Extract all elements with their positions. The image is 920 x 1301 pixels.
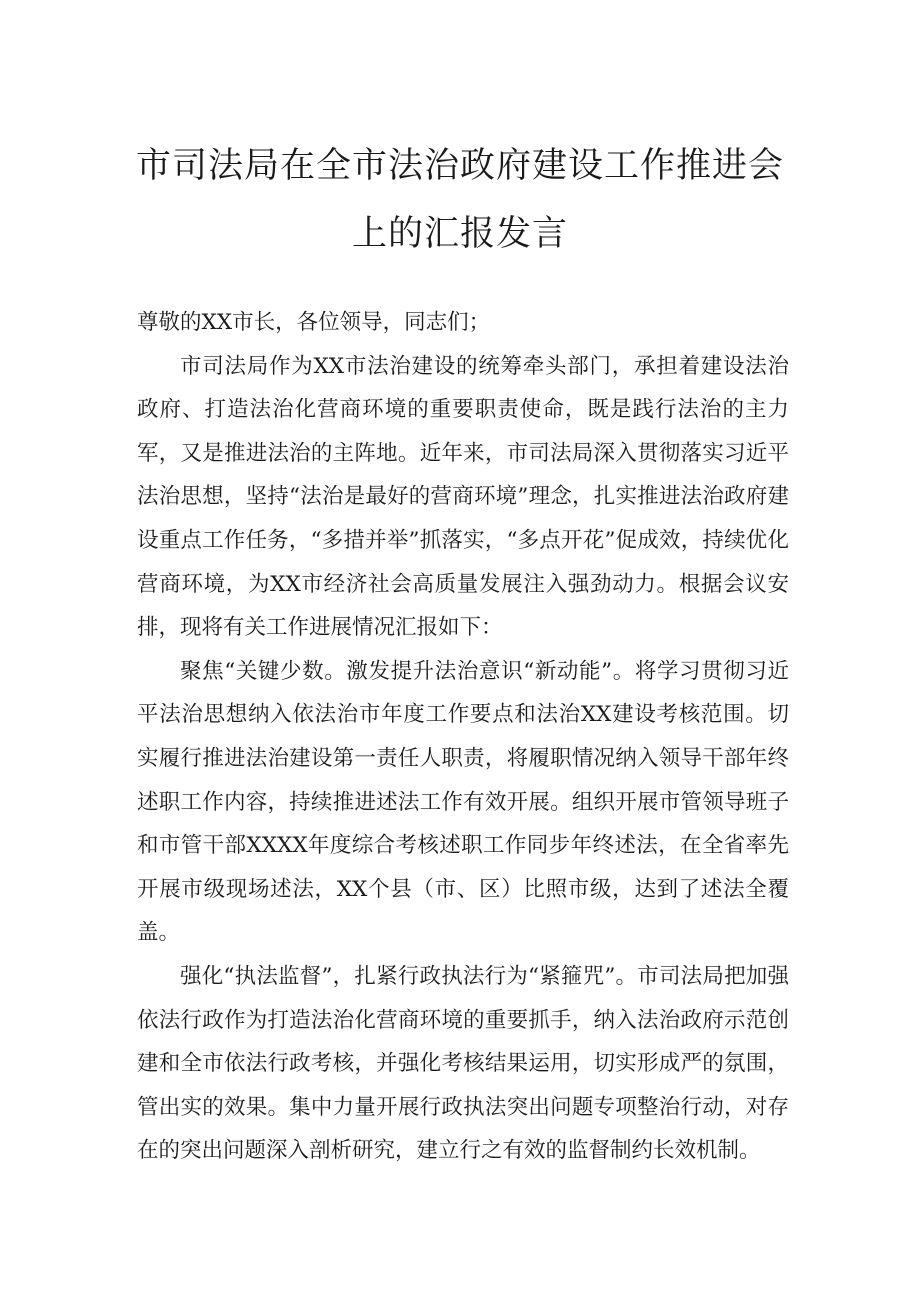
document-title-line-1: 市司法局在全市法治政府建设工作推进会 <box>135 146 784 186</box>
paragraph-law-enforcement-supervision: 强化“执法监督”，扎紧行政执法行为“紧箍咒”。市司法局把加强依法行政作为打造法治化营商环境的重要抓手，纳入法治政府示范创建和全市依法行政考核，并强化考核结果运用，切实形成严的氛围，管出实的效果。集中力量开展行政执法突出问题专项整治行动，对存在的突出问题深入剖析研究，建立行之有效的监督制约长效机制。 <box>137 963 789 1164</box>
paragraph-key-minority: 聚焦“关键少数。激发提升法治意识“新动能”。将学习贯彻习近平法治思想纳入依法治市年度工作要点和法治XX建设考核范围。切实履行推进法治建设第一责任人职责，将履职情况纳入领导干部年终述职工作内容，持续推进述法工作有效开展。组织开展市管领导班子和市管干部XXXX年度综合考核述职工作同步年终述法，在全省率先开展市级现场述法，XX个县（市、区）比照市级，达到了述法全覆盖。 <box>137 658 789 946</box>
document-title-line-2: 上的汇报发言 <box>351 214 568 254</box>
paragraph-intro: 市司法局作为XX市法治建设的统筹牵头部门，承担着建设法治政府、打造法治化营商环境的重要职责使命，既是践行法治的主力军，又是推进法治的主阵地。近年来，市司法局深入贯彻落实习近平法治思想，坚持“法治是最好的营商环境”理念，扎实推进法治政府建设重点工作任务，“多措并举”抓落实，“多点开花”促成效，持续优化营商环境，为XX市经济社会高质量发展注入强劲动力。根据会议安排，现将有关工作进展情况汇报如下： <box>137 353 789 641</box>
salutation: 尊敬的XX市长，各位领导，同志们； <box>137 310 491 335</box>
document-body <box>137 301 789 1173</box>
